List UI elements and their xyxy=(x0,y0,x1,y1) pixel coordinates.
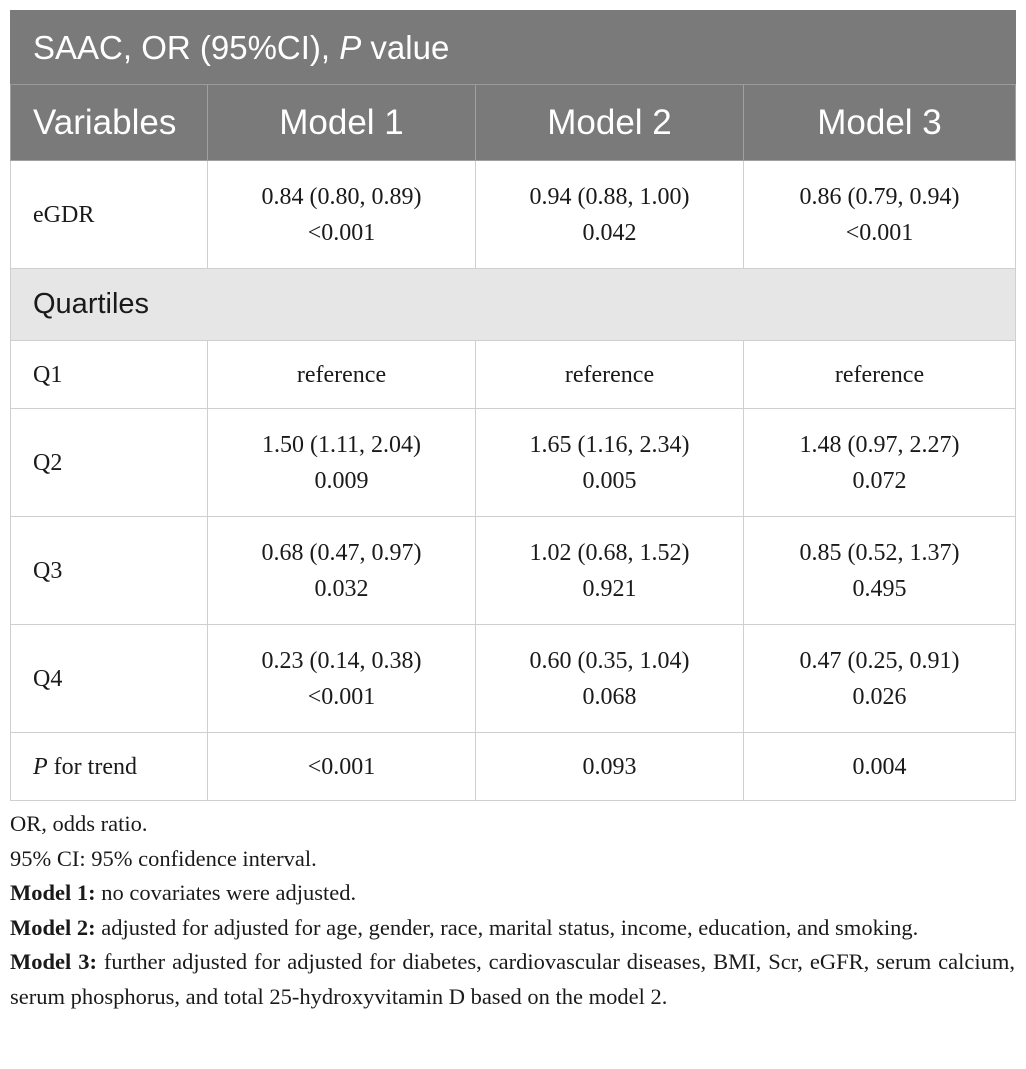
table-row-q3 xyxy=(11,517,1016,625)
footnote-model-2-text: adjusted for adjusted for age, gender, race, marital status, income, education, and smoking. xyxy=(95,914,919,940)
table-cell xyxy=(744,625,1016,733)
column-header-row xyxy=(11,85,1016,161)
row-label: Q1 xyxy=(11,341,208,409)
section-label: Quartiles xyxy=(11,269,1016,341)
column-header-model-1: Model 1 xyxy=(208,85,476,161)
row-label: Q3 xyxy=(11,517,208,625)
cell-value: 1.48 (0.97, 2.27) 0.072 xyxy=(799,431,960,494)
column-header-variables: Variables xyxy=(11,85,208,161)
regression-table-container xyxy=(10,10,1015,1014)
table-row-q1 xyxy=(11,341,1016,409)
table-footnotes xyxy=(10,807,1015,1014)
footnote-ci: 95% CI: 95% confidence interval. xyxy=(10,845,317,871)
table-cell: <0.001 xyxy=(208,733,476,801)
cell-value: 0.94 (0.88, 1.00) 0.042 xyxy=(529,183,690,246)
cell-value: 1.65 (1.16, 2.34) 0.005 xyxy=(529,431,690,494)
table-cell xyxy=(208,409,476,517)
table-cell xyxy=(476,517,744,625)
footnote-model-3-label: Model 3: xyxy=(10,949,97,974)
table-cell: reference xyxy=(744,341,1016,409)
footnote-or: OR, odds ratio. xyxy=(10,811,148,836)
table-cell xyxy=(476,161,744,269)
table-cell: reference xyxy=(476,341,744,409)
table-title-text: SAAC, OR (95%CI), xyxy=(33,28,340,66)
column-header-model-3: Model 3 xyxy=(744,85,1016,161)
cell-value: 0.84 (0.80, 0.89) <0.001 xyxy=(261,183,422,246)
footnote-model-1 xyxy=(10,876,1015,911)
table-title xyxy=(11,11,1016,85)
row-label-italic: P xyxy=(33,753,48,780)
table-cell xyxy=(476,625,744,733)
regression-table xyxy=(10,10,1016,801)
table-cell: 0.093 xyxy=(476,733,744,801)
cell-value: 1.02 (0.68, 1.52) 0.921 xyxy=(529,539,690,602)
footnote-model-3 xyxy=(10,945,1015,1014)
footnote-model-2 xyxy=(10,911,1015,946)
row-label xyxy=(11,733,208,801)
cell-value: 0.47 (0.25, 0.91) 0.026 xyxy=(799,647,960,710)
table-title-row xyxy=(11,11,1016,85)
column-header-model-2: Model 2 xyxy=(476,85,744,161)
table-cell xyxy=(208,517,476,625)
row-label: Q2 xyxy=(11,409,208,517)
footnote-model-1-label: Model 1: xyxy=(10,880,96,905)
row-label-rest: for trend xyxy=(47,753,137,780)
table-cell xyxy=(476,409,744,517)
table-cell: 0.004 xyxy=(744,733,1016,801)
footnote-model-3-text: further adjusted for adjusted for diabetes, cardiovascular diseases, BMI, Scr, eGFR, serum calcium, serum phosphorus, and total 25-hydroxyvitamin D based on the model 2. xyxy=(10,949,1016,1009)
footnote-model-2-label: Model 2: xyxy=(10,914,96,940)
table-cell xyxy=(208,161,476,269)
table-row-p-trend xyxy=(11,733,1016,801)
table-cell xyxy=(744,517,1016,625)
section-row-quartiles xyxy=(11,269,1016,341)
table-row-q4 xyxy=(11,625,1016,733)
table-cell xyxy=(744,161,1016,269)
table-row-q2 xyxy=(11,409,1016,517)
table-title-italic: P xyxy=(339,28,362,66)
table-cell xyxy=(208,625,476,733)
table-cell: reference xyxy=(208,341,476,409)
cell-value: 0.85 (0.52, 1.37) 0.495 xyxy=(799,539,960,602)
row-label: eGDR xyxy=(11,161,208,269)
row-label: Q4 xyxy=(11,625,208,733)
table-title-suffix: value xyxy=(361,28,450,66)
table-cell xyxy=(744,409,1016,517)
table-row-egdr xyxy=(11,161,1016,269)
footnote-model-1-text: no covariates were adjusted. xyxy=(95,880,357,905)
cell-value: 1.50 (1.11, 2.04) 0.009 xyxy=(261,431,422,494)
cell-value: 0.60 (0.35, 1.04) 0.068 xyxy=(529,647,690,710)
cell-value: 0.68 (0.47, 0.97) 0.032 xyxy=(261,539,422,602)
cell-value: 0.23 (0.14, 0.38) <0.001 xyxy=(261,647,422,710)
cell-value: 0.86 (0.79, 0.94) <0.001 xyxy=(799,183,960,246)
